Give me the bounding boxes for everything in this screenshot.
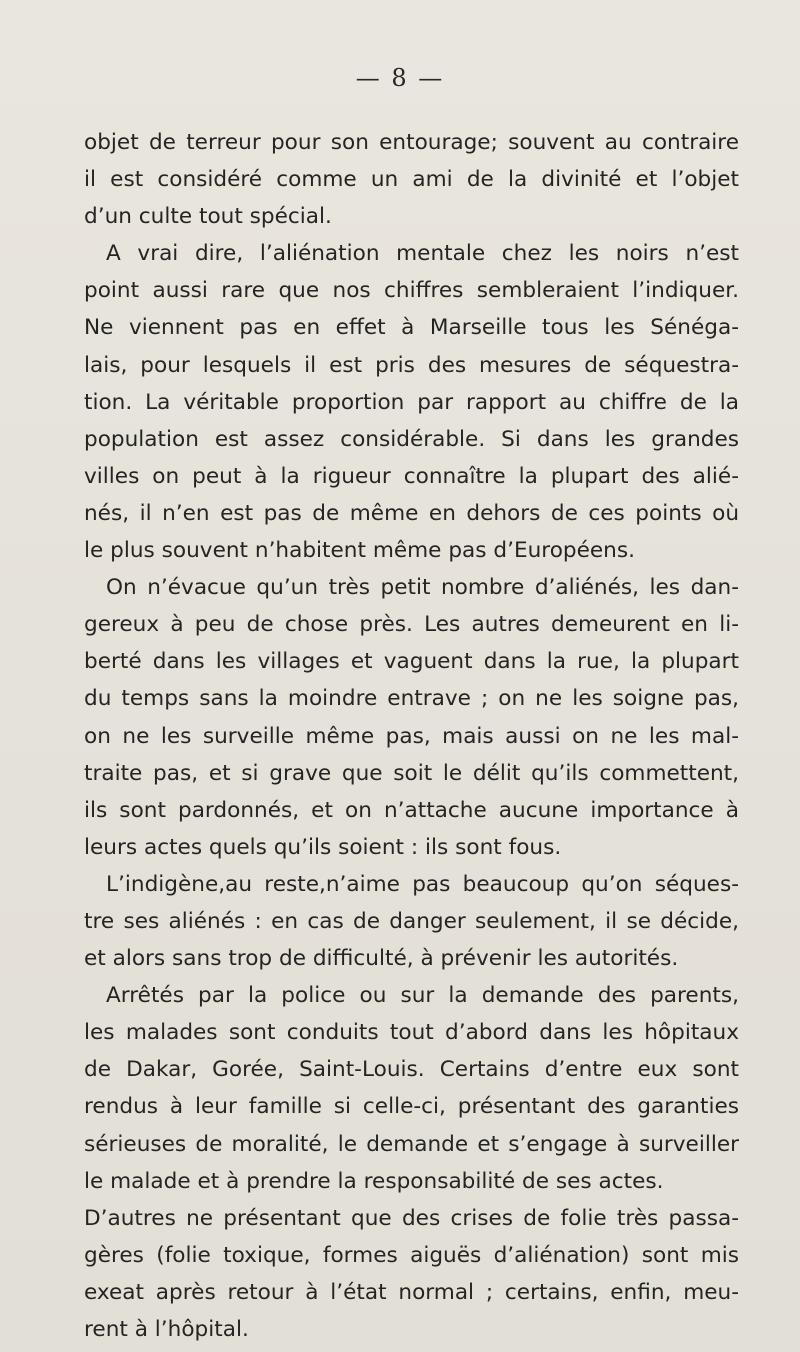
text-line: point aussi rare que nos chiffres sembleraient l’indiquer.	[84, 278, 739, 304]
text-line: villes on peut à la rigueur connaître la plupart des alié-	[84, 463, 739, 489]
text-line: et alors sans trop de difficulté, à prévenir les autorités.	[84, 946, 679, 972]
text-line: rendus à leur famille si celle-ci, présentant des garanties	[84, 1094, 739, 1120]
text-line: le plus souvent n’habitent même pas d’Européens.	[84, 538, 635, 564]
text-line: population est assez considérable. Si dans les grandes	[84, 426, 739, 452]
text-line: leurs actes quels qu’ils soient : ils sont fous.	[84, 834, 562, 860]
text-line: gères (folie toxique, formes aiguës d’aliénation) sont mis	[84, 1242, 739, 1268]
text-line: A vrai dire, l’aliénation mentale chez les noirs n’est	[106, 241, 739, 267]
body-text	[84, 124, 739, 1348]
text-line: Ne viennent pas en effet à Marseille tous les Sénéga-	[84, 315, 739, 341]
text-line: rent à l’hôpital.	[84, 1317, 249, 1342]
text-line: tre ses aliénés : en cas de danger seulement, il se décide,	[84, 908, 739, 934]
text-line: berté dans les villages et vaguent dans la rue, la plupart	[84, 649, 739, 675]
text-line: ils sont pardonnés, et on n’attache aucune importance à	[84, 797, 739, 823]
text-line: nés, il n’en est pas de même en dehors de ces points où	[84, 500, 739, 526]
text-line: lais, pour lesquels il est pris des mesures de séquestra-	[84, 352, 739, 378]
text-line: les malades sont conduits tout d’abord dans les hôpitaux	[84, 1020, 739, 1046]
text-line: Arrêtés par la police ou sur la demande des parents,	[106, 983, 739, 1009]
text-line: exeat après retour à l’état normal ; certains, enfin, meu-	[84, 1279, 739, 1305]
text-line: il est considéré comme un ami de la divinité et l’objet	[84, 167, 739, 193]
text-line: objet de terreur pour son entourage; souvent au contraire	[84, 130, 739, 155]
text-line: D’autres ne présentant que des crises de folie très passa-	[84, 1205, 739, 1231]
text-line: sérieuses de moralité, le demande et s’engage à surveiller	[84, 1131, 739, 1157]
text-line: traite pas, et si grave que soit le délit qu’ils commettent,	[84, 760, 739, 786]
text-line: du temps sans la moindre entrave ; on ne les soigne pas,	[84, 686, 739, 712]
text-line: le malade et à prendre la responsabilité de ses actes.	[84, 1168, 664, 1194]
text-line: d’un culte tout spécial.	[84, 204, 332, 230]
text-line: tion. La véritable proportion par rapport au chiffre de la	[84, 389, 739, 415]
text-line: On n’évacue qu’un très petit nombre d’aliénés, les dan-	[106, 575, 739, 601]
page-number: — 8 —	[355, 64, 445, 92]
text-line: on ne les surveille même pas, mais aussi on ne les mal-	[84, 723, 739, 749]
text-line: de Dakar, Gorée, Saint-Louis. Certains d’entre eux sont	[84, 1057, 739, 1083]
text-line: gereux à peu de chose près. Les autres demeurent en li-	[84, 612, 739, 638]
text-line: L’indigène,au reste,n’aime pas beaucoup qu’on séques-	[106, 871, 739, 897]
